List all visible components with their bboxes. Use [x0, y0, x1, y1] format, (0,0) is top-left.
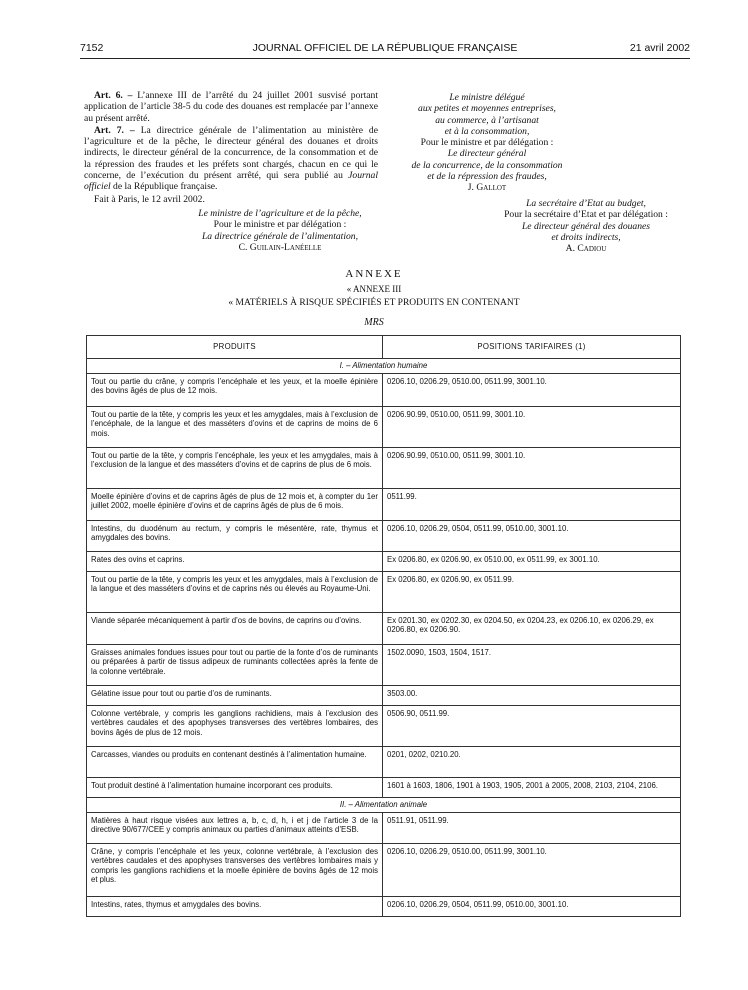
- sig-line: aux petites et moyennes entreprises,: [418, 103, 556, 115]
- article-7: [84, 125, 378, 193]
- product-cell: Graisses animales fondues issues pour tout ou partie de la fonte d’os de ruminants ou préparées à partir de tissus adipeux de ruminants collectées après la fente de la colonne vertébrale.: [87, 645, 383, 686]
- annex-title: ANNEXE: [345, 268, 403, 280]
- signature-budget: [480, 198, 692, 254]
- art6-label: Art. 6. –: [94, 90, 133, 101]
- product-cell: Matières à haut risque visées aux lettres a, b, c, d, h, i et j de l’article 3 de la directive 90/677/CEE y compris animaux ou parties d’animaux atteints d’ESB.: [87, 813, 383, 844]
- art6-text: L’annexe III de l’arrêté du 24 juillet 2001 susvisé portant application de l’article 38-5 du code des douanes est remplacée par l’annexe au présent arrêté.: [84, 90, 378, 124]
- sig-name: C. Guilain-Lanéelle: [238, 241, 322, 253]
- signature-commerce: [382, 92, 592, 194]
- issue-date: 21 avril 2002: [629, 42, 690, 54]
- section-title: II. – Alimentation animale: [87, 798, 681, 813]
- sig-line: Pour le ministre et par délégation :: [213, 219, 347, 231]
- tariff-cell: 0201, 0202, 0210.20.: [383, 747, 681, 778]
- table-row: [87, 572, 681, 613]
- table-row: [87, 813, 681, 844]
- annex-heading: « MATÉRIELS À RISQUE SPÉCIFIÉS ET PRODUITS EN CONTENANT: [228, 298, 520, 308]
- table-row: [87, 706, 681, 747]
- table-row: [87, 374, 681, 407]
- table-row: [87, 489, 681, 521]
- product-cell: Tout ou partie de la tête, y compris les yeux et les amygdales, mais à l’exclusion de l’encéphale, de la langue et des masséters d’ovins et de caprins de moins de 6 mois.: [87, 407, 383, 448]
- art7-end: de la République française.: [110, 181, 218, 193]
- tariff-cell: 3503.00.: [383, 686, 681, 706]
- art7-label: Art. 7. –: [94, 124, 135, 136]
- sig-line: et à la consommation,: [444, 125, 530, 137]
- product-cell: Rates des ovins et caprins.: [87, 552, 383, 572]
- page-header: [80, 42, 690, 58]
- section-title: I. – Alimentation humaine: [87, 359, 681, 374]
- article-6: [84, 90, 378, 124]
- product-cell: Crâne, y compris l’encéphale et les yeux, colonne vertébrale, à l’exclusion des vertèbres caudales et des apophyses transverses des vertèbres lombaires mais y compris les ganglions rachidiens et la moelle épinière de bovins âgés de 12 mois et plus.: [87, 844, 383, 897]
- sig-line: Pour la secrétaire d’Etat et par délégation :: [504, 209, 668, 221]
- product-cell: Intestins, du duodénum au rectum, y compris le mésentère, rate, thymus et amygdales des bovins.: [87, 521, 383, 552]
- table-row: [87, 747, 681, 778]
- journal-title: JOURNAL OFFICIEL DE LA RÉPUBLIQUE FRANÇAISE: [252, 42, 518, 54]
- product-cell: Viande séparée mécaniquement à partir d’os de bovins, de caprins ou d’ovins.: [87, 613, 383, 645]
- sig-line: La secrétaire d’Etat au budget,: [526, 198, 646, 209]
- header-positions: POSITIONS TARIFAIRES (1): [383, 336, 681, 359]
- product-cell: Tout ou partie de la tête, y compris les yeux et les amygdales, mais à l’exclusion de la langue et des masséters d’ovins et de caprins nés ou élevés au Royaume-Uni.: [87, 572, 383, 613]
- tariff-cell: Ex 0206.80, ex 0206.90, ex 0510.00, ex 0511.99, ex 3001.10.: [383, 552, 681, 572]
- table-header-row: [87, 336, 681, 359]
- section-row: [87, 359, 681, 374]
- sig-name: A. Cadiou: [565, 243, 607, 255]
- tariff-table: [86, 335, 681, 917]
- product-cell: Colonne vertébrale, y compris les ganglions rachidiens, mais à l’exclusion des vertèbres caudales et des apophyses transverses des vertèbres lombaires, des bovins âgés de plus de 12 mois.: [87, 706, 383, 747]
- page-number: 7152: [80, 42, 104, 54]
- table-row: [87, 521, 681, 552]
- annex-subtitle: « ANNEXE III: [346, 284, 402, 294]
- art7-jo: Journal officiel: [84, 170, 378, 193]
- table-row: [87, 552, 681, 572]
- sig-line: Le directeur général: [447, 148, 527, 160]
- table-row: [87, 645, 681, 686]
- sig-name: J. Gallot: [467, 182, 507, 194]
- tariff-cell: 0206.10, 0206.29, 0504, 0511.99, 0510.00, 3001.10.: [383, 521, 681, 552]
- table-body: [87, 359, 681, 917]
- product-cell: Intestins, rates, thymus et amygdales des bovins.: [87, 897, 383, 917]
- art7-text: La directrice générale de l’alimentation au ministère de l’agriculture et de la pêche, le directeur général des douanes et droits indirects, le directeur général de la concurrence, de la consommation et de la répression des fraudes et les préfets sont chargés, chacun en ce qui le concerne, de l’exécution du présent arrêté, qui sera publié au: [84, 124, 378, 182]
- product-cell: Tout produit destiné à l’alimentation humaine incorporant ces produits.: [87, 778, 383, 798]
- sig-line: Le directeur général des douanes: [521, 220, 651, 232]
- sig-line: au commerce, à l’artisanat: [435, 114, 539, 126]
- tariff-cell: 1502.0090, 1503, 1504, 1517.: [383, 645, 681, 686]
- product-cell: Gélatine issue pour tout ou partie d’os de ruminants.: [87, 686, 383, 706]
- tariff-cell: 0511.99.: [383, 489, 681, 521]
- product-cell: Tout ou partie de la tête, y compris l’encéphale, les yeux et les amygdales, mais à l’exclusion de la langue et des masséters d’ovins et de caprins de plus de 6 mois.: [87, 448, 383, 489]
- tariff-cell: 0506.90, 0511.99.: [383, 706, 681, 747]
- sig-line: Le ministre délégué: [449, 92, 525, 103]
- table-row: [87, 686, 681, 706]
- table-row: [87, 778, 681, 798]
- sig-line: et de la répression des fraudes,: [427, 171, 547, 183]
- tariff-cell: 0206.90.99, 0510.00, 0511.99, 3001.10.: [383, 407, 681, 448]
- table-row: [87, 613, 681, 645]
- section-row: [87, 798, 681, 813]
- tariff-cell: 0206.10, 0206.29, 0510.00, 0511.99, 3001.10.: [383, 374, 681, 407]
- product-cell: Tout ou partie du crâne, y compris l’encéphale et les yeux, et la moelle épinière des bovins âgés de plus de 12 mois.: [87, 374, 383, 407]
- tariff-cell: 1601 à 1603, 1806, 1901 à 1903, 1905, 2001 à 2005, 2008, 2103, 2104, 2106.: [383, 778, 681, 798]
- signature-agriculture: [180, 208, 380, 253]
- table-row: [87, 897, 681, 917]
- header-produits: PRODUITS: [87, 336, 383, 359]
- product-cell: Moelle épinière d’ovins et de caprins âgés de plus de 12 mois et, à compter du 1er juillet 2002, moelle épinière d’ovins et de caprins âgés de plus de 6 mois.: [87, 489, 383, 521]
- tariff-cell: Ex 0206.80, ex 0206.90, ex 0511.99.: [383, 572, 681, 613]
- annex-mrs: MRS: [364, 317, 384, 328]
- sig-line: La directrice générale de l’alimentation,: [201, 230, 359, 242]
- left-column: [84, 90, 378, 206]
- table-row: [87, 407, 681, 448]
- tariff-cell: 0206.90.99, 0510.00, 0511.99, 3001.10.: [383, 448, 681, 489]
- sig-line: et droits indirects,: [551, 231, 621, 243]
- sig-line: Pour le ministre et par délégation :: [420, 137, 554, 149]
- sig-line: Le ministre de l’agriculture et de la pêche,: [198, 208, 362, 219]
- table-row: [87, 844, 681, 897]
- table-row: [87, 448, 681, 489]
- tariff-cell: Ex 0201.30, ex 0202.30, ex 0204.50, ex 0204.23, ex 0206.10, ex 0206.29, ex 0206.80, ex 0206.90.: [383, 613, 681, 645]
- tariff-cell: 0511.91, 0511.99.: [383, 813, 681, 844]
- product-cell: Carcasses, viandes ou produits en contenant destinés à l’alimentation humaine.: [87, 747, 383, 778]
- tariff-cell: 0206.10, 0206.29, 0504, 0511.99, 0510.00, 3001.10.: [383, 897, 681, 917]
- sig-line: de la concurrence, de la consommation: [411, 159, 563, 171]
- tariff-cell: 0206.10, 0206.29, 0510.00, 0511.99, 3001.10.: [383, 844, 681, 897]
- header-rule: [80, 58, 690, 59]
- fait-line: Fait à Paris, le 12 avril 2002.: [94, 193, 205, 205]
